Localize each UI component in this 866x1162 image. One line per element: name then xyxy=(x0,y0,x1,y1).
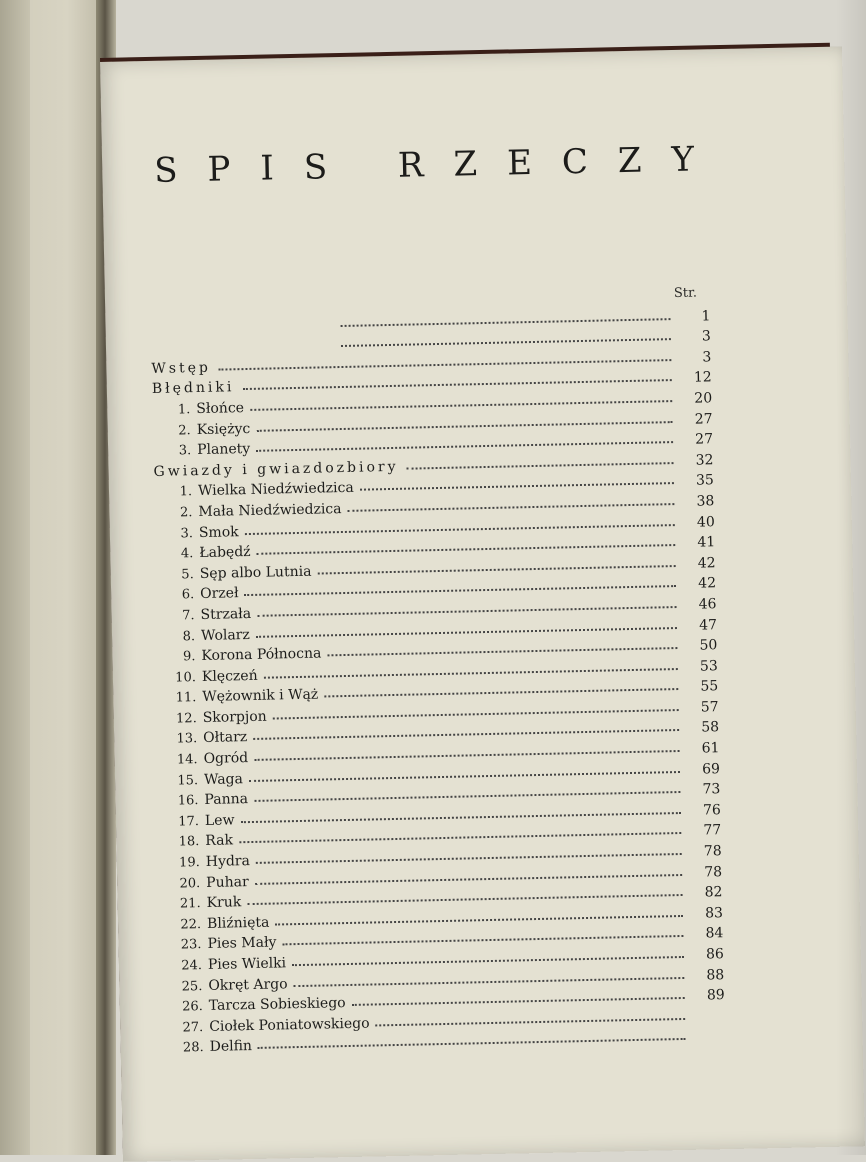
toc-entry-number: 22. xyxy=(180,916,202,933)
toc-page-number: 83 xyxy=(704,904,724,922)
toc-entry-number: 26. xyxy=(181,999,203,1015)
toc-page-number: 82 xyxy=(704,884,723,901)
toc-entry-number: 2. xyxy=(178,422,191,439)
toc-page-number: 1 xyxy=(701,307,711,325)
toc-entry-number: 8. xyxy=(182,628,196,644)
toc-entry-number: 16. xyxy=(177,793,199,809)
toc-entry-label: Planety xyxy=(196,441,251,459)
toc-entry-number: 13. xyxy=(176,731,198,748)
toc-page-number: 86 xyxy=(705,946,724,963)
toc-entry-title xyxy=(156,586,239,604)
toc-entry-label: Puhar xyxy=(206,873,249,891)
toc-entry-number: 12. xyxy=(175,710,197,727)
toc-entry-number: 25. xyxy=(181,978,203,995)
toc-entry-label: Orzeł xyxy=(200,585,239,603)
toc-page-number: 35 xyxy=(695,472,715,489)
toc-entry-number: 2. xyxy=(179,505,193,521)
toc-entry-number: 5. xyxy=(181,566,194,583)
toc-entry-title xyxy=(152,400,244,418)
toc-entry-number: 19. xyxy=(178,855,200,871)
toc-entry-title xyxy=(159,730,247,748)
toc-entry-label: Pies Mały xyxy=(207,934,277,953)
toc-page-number: 57 xyxy=(700,699,719,716)
toc-entry-title xyxy=(166,1038,253,1056)
toc-page-number: 55 xyxy=(700,678,719,695)
toc-page-number xyxy=(696,1044,726,1045)
toc-page-number: 27 xyxy=(694,410,713,428)
toc-page-number: 77 xyxy=(703,822,722,839)
toc-page-number: 42 xyxy=(697,554,716,572)
toc-page-number: 46 xyxy=(698,596,717,613)
toc-entry-number: 1. xyxy=(179,484,193,500)
toc-entry-number: 27. xyxy=(182,1019,204,1036)
toc-entry-label: Mała Niedźwiedzica xyxy=(198,500,342,520)
toc-entry-number: 21. xyxy=(179,896,201,912)
toc-entry-label: Panna xyxy=(204,791,249,809)
toc-entry-label: Waga xyxy=(203,770,244,788)
toc-entry-number: 6. xyxy=(181,587,195,603)
toc-entry-number: 20. xyxy=(179,875,201,892)
toc-entry-title xyxy=(162,853,250,871)
toc-entry-number: 28. xyxy=(182,1040,204,1056)
toc-entry-label: Wstęp xyxy=(151,359,212,377)
toc-entry-label: Pies Wielki xyxy=(207,955,287,973)
toc-page-number: 88 xyxy=(706,966,725,984)
toc-page-number: 78 xyxy=(704,863,723,881)
toc-entry-title xyxy=(161,833,233,850)
toc-page-number: 69 xyxy=(701,760,721,778)
toc-entry-label: Smok xyxy=(198,523,239,541)
toc-entry-number: 1. xyxy=(177,402,191,418)
toc-entry-title xyxy=(151,360,211,377)
toc-entry-number: 14. xyxy=(176,752,198,768)
toc-entry-label: Błędniki xyxy=(151,379,235,398)
toc-entry-title xyxy=(162,894,241,912)
toc-page-number: 38 xyxy=(696,493,715,510)
toc-entry-number: 10. xyxy=(175,669,197,686)
toc-page-number: 58 xyxy=(701,719,720,737)
toc-page-number: 84 xyxy=(705,925,724,942)
toc-entry-label: Delfin xyxy=(209,1038,253,1056)
toc-page-number: 32 xyxy=(695,451,714,469)
toc-entry-number: 7. xyxy=(182,608,195,624)
toc-entry-label: Hydra xyxy=(205,853,251,870)
toc-entry-label: Klęczeń xyxy=(201,667,258,685)
toc-entry-number: 11. xyxy=(175,690,197,706)
toc-entry-title xyxy=(161,812,235,830)
toc-entry-label: Kruk xyxy=(206,894,242,912)
toc-entry-label: Skorpjon xyxy=(202,708,267,726)
toc-entry-label: Księżyc xyxy=(196,420,251,438)
table-of-contents xyxy=(150,303,725,1056)
left-page-edge xyxy=(0,0,30,1155)
toc-entry-number: 3. xyxy=(178,443,192,459)
toc-page-number: 27 xyxy=(695,431,714,448)
toc-page-number: 61 xyxy=(701,740,720,757)
toc-entry-number: 9. xyxy=(182,649,196,665)
toc-page-number: 76 xyxy=(702,802,721,819)
toc-entry-number: 4. xyxy=(180,546,194,562)
book-page xyxy=(100,46,865,1161)
toc-page-number: 47 xyxy=(698,616,718,634)
toc-entry-label: Wężownik i Wąż xyxy=(202,686,319,706)
toc-entry-number: 15. xyxy=(177,772,199,789)
toc-entry-label: Słońce xyxy=(196,400,245,418)
toc-page-number: 12 xyxy=(693,369,712,387)
toc-entry-number: 23. xyxy=(180,937,202,953)
toc-entry-number: 18. xyxy=(178,834,200,850)
toc-entry-title xyxy=(160,791,248,809)
toc-page-number: 50 xyxy=(699,637,718,654)
toc-page-number: 73 xyxy=(702,781,721,798)
toc-entry-label: Okręt Argo xyxy=(208,975,288,994)
toc-entry-number: 17. xyxy=(178,813,200,830)
toc-entry-title xyxy=(159,750,248,768)
toc-page-number: 40 xyxy=(696,513,715,531)
toc-entry-label: Sęp albo Lutnia xyxy=(199,563,312,582)
toc-page-number: 41 xyxy=(697,534,716,551)
toc-entry-label: Ogród xyxy=(203,750,249,768)
toc-entry-label: Ołtarz xyxy=(203,729,248,747)
toc-entry-label: Ciołek Poniatowskiego xyxy=(209,1015,370,1035)
toc-entry-label: Strzała xyxy=(200,605,252,623)
toc-entry-title xyxy=(155,524,239,542)
toc-entry-title xyxy=(162,874,249,892)
toc-entry-title xyxy=(157,626,250,644)
toc-entry-label: Wielka Niedźwiedzica xyxy=(197,480,354,500)
toc-entry-number: 24. xyxy=(181,958,203,974)
toc-entry-label: Tarcza Sobieskiego xyxy=(208,995,346,1015)
toc-page-number: 89 xyxy=(706,987,725,1004)
toc-page-number: 78 xyxy=(703,843,722,860)
toc-page-number: 20 xyxy=(694,390,713,407)
right-shadow xyxy=(836,0,866,1155)
toc-entry-label: Wolarz xyxy=(200,626,250,644)
toc-page-number: 3 xyxy=(702,349,712,366)
dot-leader xyxy=(258,1037,686,1049)
toc-entry-title xyxy=(152,380,235,398)
toc-entry-title xyxy=(160,771,243,789)
toc-page-number: 3 xyxy=(701,328,712,345)
toc-entry-label: Lew xyxy=(204,812,235,829)
toc-page-number: 42 xyxy=(698,575,717,592)
toc-entry-label: Gwiazdy i gwiazdozbiory xyxy=(153,458,399,480)
toc-entry-label: Łabędź xyxy=(199,544,251,562)
toc-page-number: 53 xyxy=(699,657,718,675)
page-title: SPIS RZECZY xyxy=(153,138,725,191)
page-column-label: Str. xyxy=(673,285,698,302)
toc-entry-label: Rak xyxy=(205,832,234,850)
toc-entry-number: 3. xyxy=(180,525,194,541)
toc-entry-label: Korona Północna xyxy=(201,645,322,665)
dot-leader xyxy=(407,461,674,470)
toc-entry-label: Bliźnięta xyxy=(206,914,270,932)
